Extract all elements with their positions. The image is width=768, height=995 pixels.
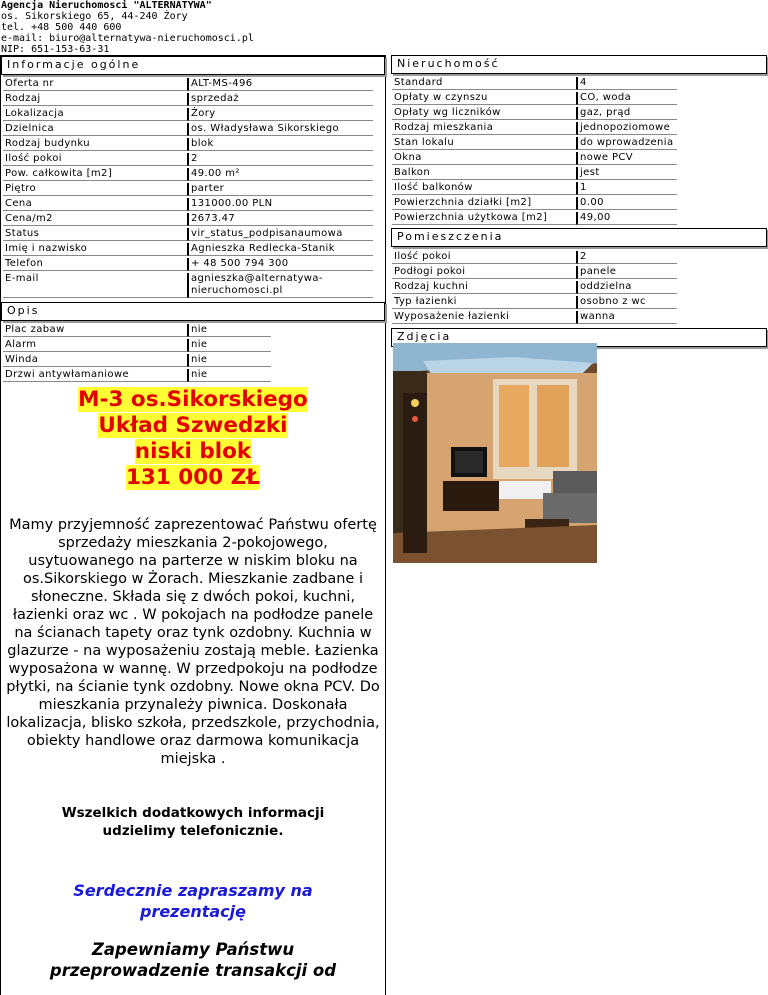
property-label: Drzwi antywłamaniowe	[3, 369, 188, 382]
property-value: 49.00 m²	[188, 168, 373, 181]
property-label: Telefon	[3, 258, 188, 271]
property-value: nie	[188, 354, 271, 367]
property-value: wanna	[577, 311, 677, 324]
property-section-header: Nieruchomość	[391, 55, 767, 74]
property-row	[3, 93, 373, 106]
property-value: + 48 500 794 300	[188, 258, 373, 271]
property-row	[3, 369, 271, 382]
property-label: Standard	[392, 77, 577, 90]
opis-section-header: Opis	[1, 302, 385, 321]
property-label: Opłaty w czynszu	[392, 92, 577, 105]
property-row	[3, 354, 271, 367]
property-row	[3, 324, 271, 337]
property-label: Ilość pokoi	[392, 251, 577, 264]
general-table	[3, 76, 373, 300]
property-row	[3, 168, 373, 181]
property-value: 2	[577, 251, 677, 264]
property-row	[3, 258, 373, 271]
property-value: blok	[188, 138, 373, 151]
property-label: Alarm	[3, 339, 188, 352]
property-label: Balkon	[392, 167, 577, 180]
property-label: Cena	[3, 198, 188, 211]
rooms-section-header: Pomieszczenia	[391, 228, 767, 247]
room-photo[interactable]	[393, 343, 597, 563]
rooms-table	[392, 249, 677, 326]
property-label: Rodzaj budynku	[3, 138, 188, 151]
general-section-header: Informacje ogólne	[1, 56, 385, 75]
opis-table	[3, 322, 271, 384]
property-row	[392, 92, 677, 105]
property-value: 131000.00 PLN	[188, 198, 373, 211]
property-row	[392, 296, 677, 309]
property-row	[3, 339, 271, 352]
promo-line-4: 131 000 ZŁ	[125, 465, 261, 490]
property-row	[3, 138, 373, 151]
property-row	[392, 212, 677, 225]
agency-email: e-mail: biuro@alternatywa-nieruchomosci.pl	[1, 33, 254, 44]
property-label: Plac zabaw	[3, 324, 188, 337]
agency-name: Agencja Nieruchomosci "ALTERNATYWA"	[1, 0, 212, 11]
property-label: E-mail	[3, 273, 188, 298]
property-value: nie	[188, 339, 271, 352]
property-label: Rodzaj mieszkania	[392, 122, 577, 135]
property-row	[3, 213, 373, 226]
property-row	[3, 198, 373, 211]
property-row	[392, 251, 677, 264]
property-label: Typ łazienki	[392, 296, 577, 309]
property-value: 2	[188, 153, 373, 166]
property-row	[392, 107, 677, 120]
property-label: Powierzchnia użytkowa [m2]	[392, 212, 577, 225]
property-label: Lokalizacja	[3, 108, 188, 121]
property-row	[392, 182, 677, 195]
property-label: Okna	[392, 152, 577, 165]
property-row	[392, 167, 677, 180]
property-row	[392, 122, 677, 135]
agency-phone: tel. +48 500 440 600	[1, 22, 122, 33]
property-value: parter	[188, 183, 373, 196]
property-row	[3, 153, 373, 166]
property-row	[3, 123, 373, 136]
property-label: Powierzchnia działki [m2]	[392, 197, 577, 210]
property-label: Pow. całkowita [m2]	[3, 168, 188, 181]
agency-address: os. Sikorskiego 65, 44-240 Żory	[1, 11, 188, 22]
property-value: 4	[577, 77, 677, 90]
assure-text: Zapewniamy Państwu przeprowadzenie transakcji od	[49, 940, 337, 980]
description-text: Mamy przyjemność zaprezentować Państwu ofertę sprzedaży mieszkania 2-pokojowego, usytuowanego na parterze w niskim bloku na os.Sikorskiego w Żorach. Mieszkanie zadbane i słoneczne. Składa się z dwóch pokoi, kuchni, łazienki oraz wc . W pokojach na podłodze panele na ścianach tapety oraz tynk ozdobny. Kuchnia w glazurze - na wyposażeniu zostają meble. Łazienka wyposażona w wannę. W przedpokoju na podłodze płytki, na ścianie tynk ozdobny. Nowe okna PCV. Do mieszkania przynależy piwnica. Doskonała lokalizacja, blisko szkoła, przedszkole, przychodnia, obiekty handlowe oraz darmowa komunikacja miejska .	[6, 517, 380, 767]
agency-header	[1, 0, 254, 55]
property-table	[392, 75, 677, 227]
property-row	[3, 228, 373, 241]
property-row	[392, 152, 677, 165]
property-row	[3, 243, 373, 256]
property-row	[392, 266, 677, 279]
promo-line-1: M-3 os.Sikorskiego	[78, 387, 308, 412]
left-column	[0, 55, 386, 995]
property-row	[3, 78, 373, 91]
property-value: jednopoziomowe	[577, 122, 677, 135]
property-label: Rodzaj	[3, 93, 188, 106]
property-value: agnieszka@alternatywa-nieruchomosci.pl	[188, 273, 373, 298]
property-label: Imię i nazwisko	[3, 243, 188, 256]
property-label: Stan lokalu	[392, 137, 577, 150]
right-column	[391, 55, 767, 994]
property-row	[392, 281, 677, 294]
property-value: sprzedaż	[188, 93, 373, 106]
property-value: Agnieszka Redlecka-Stanik	[188, 243, 373, 256]
property-value: oddzielna	[577, 281, 677, 294]
promo-block	[1, 387, 385, 491]
property-label: Winda	[3, 354, 188, 367]
property-row	[3, 273, 373, 298]
property-value: 2673.47	[188, 213, 373, 226]
property-row	[392, 137, 677, 150]
invite-text: Serdecznie zapraszamy na prezentację	[73, 881, 313, 921]
agency-nip: NIP: 651-153-63-31	[1, 44, 110, 55]
property-label: Oferta nr	[3, 78, 188, 91]
property-label: Status	[3, 228, 188, 241]
property-value: panele	[577, 266, 677, 279]
property-row	[392, 77, 677, 90]
property-row	[392, 311, 677, 324]
property-value: nie	[188, 324, 271, 337]
property-label: Ilość pokoi	[3, 153, 188, 166]
property-value: 0.00	[577, 197, 677, 210]
property-value: jest	[577, 167, 677, 180]
property-value: osobno z wc	[577, 296, 677, 309]
property-value: Żory	[188, 108, 373, 121]
property-label: Podłogi pokoi	[392, 266, 577, 279]
property-value: gaz, prąd	[577, 107, 677, 120]
property-label: Opłaty wg liczników	[392, 107, 577, 120]
property-row	[392, 197, 677, 210]
property-value: vir_status_podpisanaumowa	[188, 228, 373, 241]
property-value: 49,00	[577, 212, 677, 225]
property-row	[3, 183, 373, 196]
property-row	[3, 108, 373, 121]
promo-line-3: niski blok	[134, 439, 252, 464]
property-value: do wprowadzenia	[577, 137, 677, 150]
promo-line-2: Układ Szwedzki	[98, 413, 288, 438]
property-value: nowe PCV	[577, 152, 677, 165]
property-value: nie	[188, 369, 271, 382]
property-value: os. Władysława Sikorskiego	[188, 123, 373, 136]
property-label: Rodzaj kuchni	[392, 281, 577, 294]
photos-section-header: Zdjęcia	[391, 328, 767, 347]
property-label: Piętro	[3, 183, 188, 196]
property-label: Wyposażenie łazienki	[392, 311, 577, 324]
property-value: CO, woda	[577, 92, 677, 105]
contact-info-text: Wszelkich dodatkowych informacji udzielimy telefonicznie.	[61, 805, 325, 839]
property-label: Ilość balkonów	[392, 182, 577, 195]
property-value: ALT-MS-496	[188, 78, 373, 91]
property-label: Cena/m2	[3, 213, 188, 226]
property-label: Dzielnica	[3, 123, 188, 136]
property-value: 1	[577, 182, 677, 195]
